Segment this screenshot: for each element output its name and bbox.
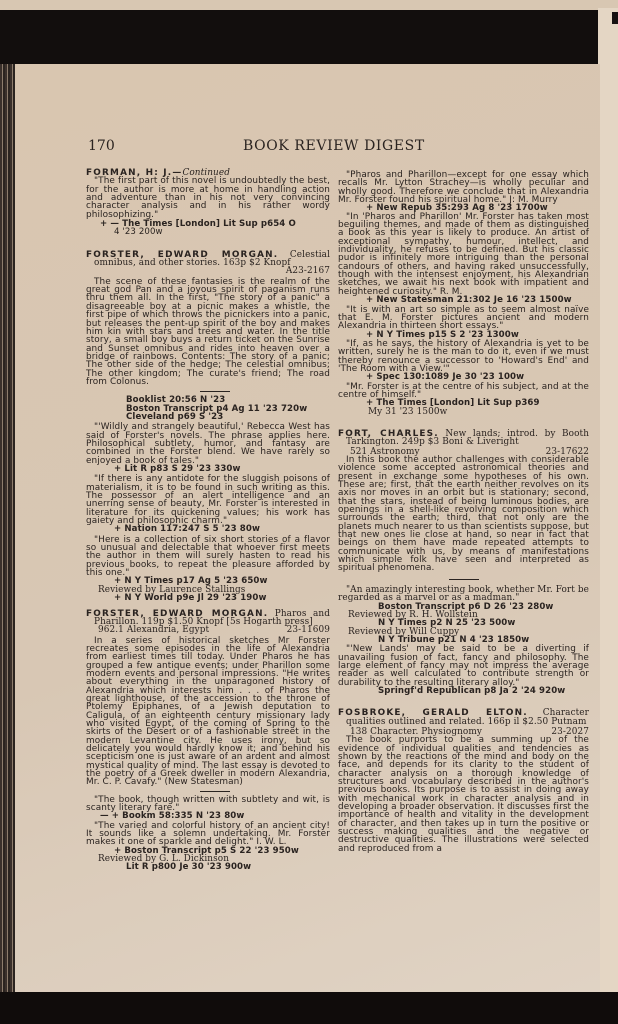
divider xyxy=(200,791,230,792)
continued-label: Continued xyxy=(182,168,230,178)
book-summary: The book purports to be a summing up of the evidence of individual qualities and tendencies as shown by the reactions of the mind and body on the face, and depends for its clarity to the student of character analysis on a thorough knowledge of structures and vocabulary described in the author's previous books. Its purpose is to assist in doing away with mechanical work in character analysis and in developing a broader observation. It discusses first the importance of health and vitality in the development of character, and then takes up in turn the positive or success making qualities and the negative or destructive qualities. The illustrations were selected and reproduced from a xyxy=(338,735,589,854)
review-quote: "An amazingly interesting book, whether Mr. Fort be regarded as a marvel or as a madman." xyxy=(338,584,589,604)
book-page xyxy=(15,64,600,992)
review-quote: "The book, though written with subtlety and wit, is scanty literary fare." xyxy=(86,794,330,814)
divider xyxy=(200,391,230,392)
book-summary: The scene of these fantasies is the realm of the great god Pan and a joyous spirit of paganism runs thru them all. In the first, "The story of a panic" a disagreeable boy at a picnic makes a whistle, the first pipe of which throws the picnickers into a panic, but releases the pent-up spirit of the boy and makes him kin with stars and trees and water. In the title story, a small boy buys a return ticket on the Sunrise and Sunset omnibus and rides into heaven over a bridge of rainbows. Contents: The story of a panic; The other side of the hedge; The celestial omnibus; The other kingdom; The curate's friend; The road from Colonus. xyxy=(86,276,330,387)
review-citation: 4 '23 200w xyxy=(114,227,163,238)
review-citation: — + Bookm 58:335 N '23 80w xyxy=(100,811,245,822)
review-citation-date: My 31 '23 1500w xyxy=(368,406,448,417)
author-name: FORSTER, EDWARD MORGAN. xyxy=(86,608,269,619)
review-quote: "It is with an art so simple as to seem almost naïve that E. M. Forster pictures ancient and modern Alexandria in thirteen short essays." xyxy=(338,304,589,332)
review-citation: + N Y Times p17 Ag 5 '23 650w xyxy=(114,576,268,587)
review-quote: "If, as he says, the history of Alexandria is yet to be written, surely he is the man to do it, even if we must thereby renounce a successor to 'Howard's End' and 'The Room with a View.'" xyxy=(338,338,589,374)
reviewer: Reviewed by Laurence Stallings xyxy=(98,584,246,595)
review-citation: + N Y Times p15 S 2 '23 1300w xyxy=(366,329,519,340)
review-quote: "Pharos and Pharillon—except for one essay which recalls Mr. Lytton Strachey—is wholly peculiar and wholly good. Therefore we conclude that in Alexandria Mr. Forster found his spiritual home." J: M. Murry xyxy=(338,170,589,206)
entry-heading-fosbroke xyxy=(338,709,589,726)
review-citation: N Y Tribune p21 N 4 '23 1850w xyxy=(378,634,530,645)
subject-class: 138 Character. Physiognomy xyxy=(350,726,482,737)
background-page-edge xyxy=(0,0,618,10)
review-citation: + Nation 117:247 S 5 '23 80w xyxy=(114,524,260,535)
review-citation: + Boston Transcript p5 S 22 '23 950w xyxy=(114,845,299,856)
catalog-number: 23-2027 xyxy=(551,726,589,737)
review-citation: + — The Times [London] Lit Sup p654 O xyxy=(100,219,296,230)
entry-heading-forster-pharos xyxy=(86,610,330,627)
book-title: Pharos and Pharillon. 119p $1.50 Knopf [5s Hogarth press] xyxy=(94,608,330,627)
review-quote: "The first part of this novel is undoubtedly the best, for the author is more at home in handling action and adventure than in his not very convincing character analysis and in his rather wordy philosophizing." xyxy=(86,176,330,220)
review-citation: N Y Times p2 N 25 '23 500w xyxy=(378,618,516,629)
review-citation: Boston Transcript p4 Ag 11 '23 720w xyxy=(126,403,308,414)
review-citation: + Lit R p83 S 29 '23 330w xyxy=(114,464,241,474)
catalog-number: 23-11609 xyxy=(286,625,330,636)
classification-row xyxy=(86,626,330,634)
divider xyxy=(449,579,479,580)
author-name: FORT, CHARLES. xyxy=(338,428,439,439)
review-citation: Boston Transcript p6 D 26 '23 280w xyxy=(378,601,554,612)
reviewer: Reviewed by R. H. Wollstein xyxy=(348,609,478,620)
entry-heading-fort xyxy=(338,430,589,447)
review-quote: "Here is a collection of six short stories of a flavor so unusual and delectable that whoever first meets the author in them will surely hasten to read his previous books, to repeat the pleasure afforded by this one." xyxy=(86,534,330,579)
review-citation: Lit R p800 Je 30 '23 900w xyxy=(126,862,252,873)
review-quote: "The varied and colorful history of an ancient city! It sounds like a solemn undertaking. Mr. Forster makes it one of sparkle and delight." I. W. L. xyxy=(86,820,330,848)
review-citation: + Spec 130:1089 Je 30 '23 100w xyxy=(366,372,525,383)
author-name: FORMAN, H: J.— xyxy=(86,168,183,178)
entry-heading-forster-celestial xyxy=(86,251,330,268)
reviewer: Reviewed by G. L. Dickinson xyxy=(98,854,230,865)
review-quote: "In 'Pharos and Pharillon' Mr. Forster has taken most beguiling themes, and made of them as distinguished a book as this year is likely to produce. An artist of exceptional sympathy, humour, intellect, and individuality, he refuses to be defined. But his classic pudor is infinitely more intriguing than the personal candours of others, and having raked unsuccessfully, though with the intensest enjoyment, his Alexandrian sketches, we await his next book with impatient and heightened curiosity." R. M. xyxy=(338,211,589,297)
running-title: BOOK REVIEW DIGEST xyxy=(243,138,425,154)
review-citation: + The Times [London] Lit Sup p369 xyxy=(366,398,540,409)
author-name: FORSTER, EDWARD MORGAN. xyxy=(86,249,279,260)
subject-class: 521 Astronomy xyxy=(350,446,420,457)
book-summary: In a series of historical sketches Mr Forster recreates some episodes in the life of Alexandria from earliest times till today. Under Pharos he has grouped a few antique events; under Pharillon some modern events and personal impressions. "He writes about everything in the unparagoned history of Alexandria which interests him . . . of Pharos the great lighthouse, of the accession to the throne of Ptolemy Epiphanes, of a Jewish deputation to Caligula, of an eighteenth century missionary lady who visited Egypt, of the coming of Spring to the skirts of the Desert or of a fashionable street in the modern Levantine city. He uses irony, but so delicately you would hardly know it; and behind his scepticism one is just aware of an ardent and almost mystical quality of mind. The last essay is devoted to the poetry of a Greek dweller in modern Alexandria, Mr. C. P. Cavafy." (New Statesman) xyxy=(86,635,330,788)
book-summary: In this book the author challenges with considerable violence some accepted astronomical theories and present in exchange some hypotheses of his own. These are; first, that the earth neither revolves on its axis nor moves in an orbit but is stationary; second, that the stars, instead of being luminous bodies, are openings in a shell-like revolving composition which surrounds the earth; third, that not only are the planets much nearer to us than scientists suppose, but that new ones lie close at hand, so near in fact that beings on them have made repeated attempts to communicate with us, by means of manifestations which simple folk have seen and interpreted as spiritual phenomena. xyxy=(338,455,589,574)
left-column xyxy=(86,169,330,872)
review-quote: "'New Lands' may be said to be a diverting if unavailing fusion of fact, fancy and philosophy. The large element of fancy may not impress the average reader as well calculated to contribute strength or durability to the resulting literary alloy." xyxy=(338,644,589,688)
catalog-number: 23-17622 xyxy=(545,446,589,457)
author-name: FOSBROKE, GERALD ELTON. xyxy=(338,708,528,719)
review-quote: "If there is any antidote for the sluggish poisons of materialism, it is to be found in such writing as this. The possessor of an alert intelligence and an unerring sense of beauty, Mr. Forster is interested in literature for its quickening values; his work has gaiety and philosophic charm." xyxy=(86,474,330,527)
book-title: Character qualities outlined and related. 166p il $2.50 Putnam xyxy=(346,708,589,727)
review-citation: Springf'd Republican p8 Ja 2 '24 920w xyxy=(378,685,566,696)
review-quote: "Mr. Forster is at the centre of his subject, and at the centre of himself." xyxy=(338,381,589,400)
review-citation: Booklist 20:56 N '23 xyxy=(126,395,226,406)
review-citation: Cleveland p69 S '23 xyxy=(126,411,224,422)
next-page-edge xyxy=(598,8,618,1008)
stacked-page-edges xyxy=(0,64,16,994)
review-citation: + New Repub 35:293 Ag 8 '23 1700w xyxy=(366,203,548,214)
review-citation: + New Statesman 21:302 Je 16 '23 1500w xyxy=(366,295,572,306)
reviewer: Reviewed by Will Cuppy xyxy=(348,626,460,637)
right-column xyxy=(338,171,589,853)
book-title: Celestial omnibus, and other stories. 163p $2 Knopf xyxy=(94,249,331,269)
subject-class: 962.1 Alexandria, Egypt xyxy=(98,625,210,636)
review-citation: + N Y World p9e Jl 29 '23 190w xyxy=(114,593,267,604)
book-title: New lands; introd. by Booth Tarkington. 249p $3 Boni & Liveright xyxy=(346,428,590,448)
background-dark xyxy=(0,992,618,1024)
catalog-number: A23-2167 xyxy=(285,266,330,277)
shadow xyxy=(612,12,618,24)
review-quote: "'Wildly and strangely beautiful,' Rebecca West has said of Forster's novels. The phrase applies here. Philosophical subtlety, humor, and fantasy are combined in the Forster blend. We have rarely so enjoyed a book of tales." xyxy=(86,422,330,466)
page-number: 170 xyxy=(88,138,115,154)
